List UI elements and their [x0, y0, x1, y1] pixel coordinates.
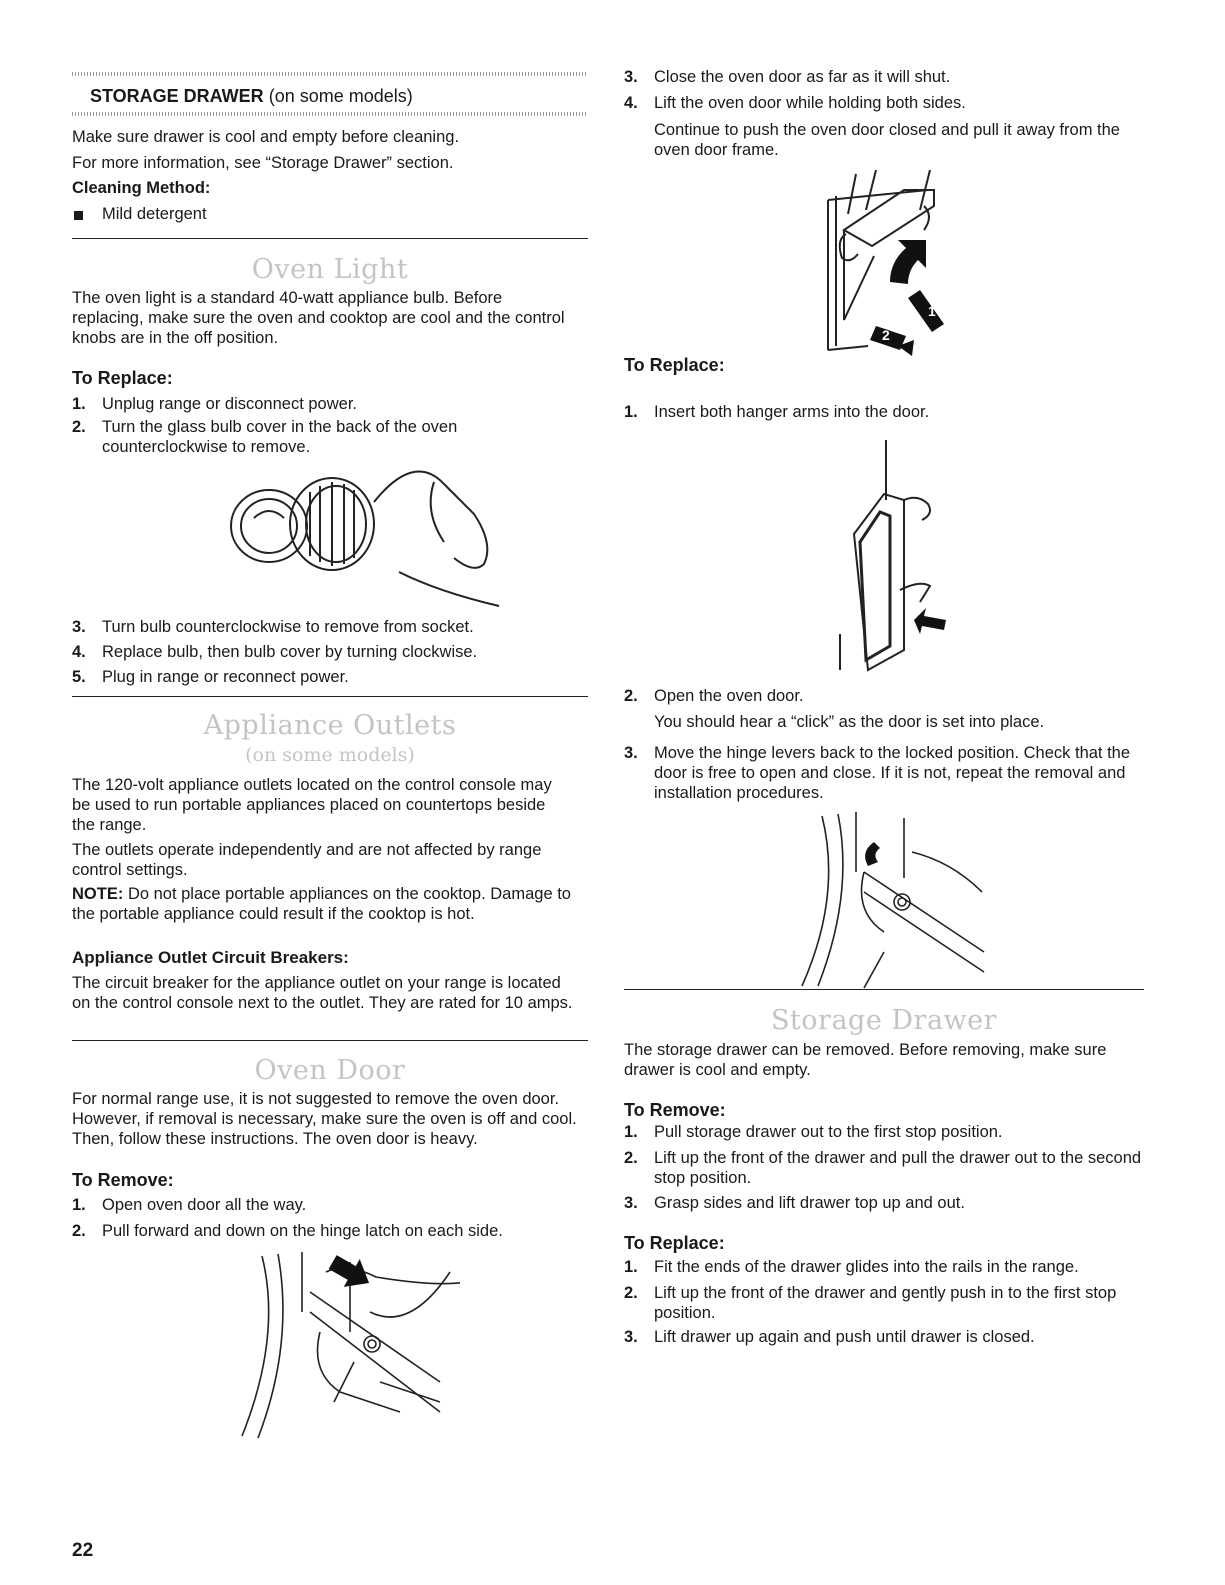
oven-light-title: Oven Light: [251, 254, 409, 285]
oven-door-intro: For normal range use, it is not suggested to remove the oven door. However, if removal is necessary, make sure the oven is off and cool. Then, follow these instructions. The oven door is heavy.: [72, 1090, 577, 1148]
step-number: 3.: [624, 1328, 638, 1346]
appliance-outlets-p1: The 120-volt appliance outlets located on the control console may be used to run portable appliances placed on countertops beside the range.: [72, 776, 552, 834]
step-number: 3.: [624, 1194, 638, 1212]
step-marker-2: 2: [882, 327, 890, 343]
step-number: 2.: [624, 687, 638, 705]
bullet-text: Mild detergent: [102, 205, 207, 223]
step-number: 4.: [72, 643, 86, 661]
storage-drawer-replace-step: [624, 1257, 1144, 1277]
oven-light-step: [72, 642, 572, 662]
storage-drawer-remove-step: [624, 1193, 1144, 1213]
oven-light-step: [72, 394, 572, 414]
storage-drawer-title: Storage Drawer: [770, 1005, 998, 1036]
step-text: Plug in range or reconnect power.: [102, 668, 349, 686]
hatched-rule-bottom: [72, 112, 588, 116]
step-number: 1.: [72, 395, 86, 413]
step-number: 1.: [624, 1258, 638, 1276]
step-text: Move the hinge levers back to the locked position. Check that the door is free to open and close. If it is not, repeat the removal and installation procedures.: [654, 744, 1131, 802]
oven-light-step: [72, 667, 572, 687]
step-text: Unplug range or disconnect power.: [102, 395, 357, 413]
oven-door-title: Oven Door: [254, 1055, 406, 1086]
oven-door-remove-continue: Continue to push the oven door closed and pull it away from the oven door frame.: [654, 121, 1120, 159]
step-number: 1.: [624, 1123, 638, 1141]
storage-drawer-replace-step: [624, 1327, 1144, 1347]
step-number: 1.: [72, 1196, 86, 1214]
bulb-cover-illustration: [224, 462, 514, 610]
step-text: Close the oven door as far as it will shut.: [654, 68, 951, 86]
section-divider: [72, 696, 588, 697]
bullet-square-icon: [74, 211, 83, 220]
storage-drawer-replace-heading: To Replace:: [624, 1233, 725, 1253]
oven-door-remove-step: [624, 67, 1144, 87]
arrow-icon: [890, 240, 926, 284]
oven-door-remove-heading: To Remove:: [72, 1170, 174, 1190]
arrow-icon: [914, 608, 946, 634]
hanger-arms-illustration: [830, 434, 950, 674]
step-number: 2.: [72, 418, 86, 436]
oven-door-remove-step: [72, 1221, 572, 1241]
hinge-lock-illustration: [794, 812, 1004, 990]
oven-door-remove-step: [72, 1195, 572, 1215]
lift-door-illustration: [820, 170, 960, 360]
step-number: 3.: [624, 68, 638, 86]
storage-drawer-replace-step: [624, 1283, 1144, 1323]
step-text: Fit the ends of the drawer glides into the rails in the range.: [654, 1258, 1079, 1276]
oven-door-replace-step: [624, 686, 1144, 706]
oven-door-remove-step: [624, 93, 1144, 113]
step-text: Open the oven door.: [654, 687, 804, 705]
note-label: NOTE:: [72, 885, 124, 903]
step-number: 4.: [624, 94, 638, 112]
step-text: Lift the oven door while holding both sides.: [654, 94, 966, 112]
appliance-outlets-note: [72, 884, 582, 924]
step-text: Replace bulb, then bulb cover by turning clockwise.: [102, 643, 478, 661]
step-text: Lift up the front of the drawer and gently push in to the first stop position.: [654, 1284, 1117, 1322]
oven-light-step: [72, 417, 512, 457]
appliance-outlets-subtitle: (on some models): [245, 744, 415, 766]
oven-door-replace-step2-note: You should hear a “click” as the door is set into place.: [654, 713, 1045, 731]
cleaning-note-1: Make sure drawer is cool and empty before cleaning.: [72, 128, 460, 146]
breakers-text: The circuit breaker for the appliance outlet on your range is located on the control console next to the outlet. They are rated for 10 amps.: [72, 974, 573, 1012]
note-text: Do not place portable appliances on the cooktop. Damage to the portable appliance could result if the cooktop is hot.: [72, 885, 571, 923]
step-text: Pull forward and down on the hinge latch on each side.: [102, 1222, 503, 1240]
cleaning-note-2: For more information, see “Storage Drawer” section.: [72, 154, 454, 172]
step-number: 3.: [72, 618, 86, 636]
step-marker-1: 1: [928, 303, 936, 319]
step-number: 3.: [624, 744, 638, 762]
oven-light-step: [72, 617, 572, 637]
oven-light-replace-heading: To Replace:: [72, 368, 173, 388]
step-text: Lift drawer up again and push until drawer is closed.: [654, 1328, 1035, 1346]
step-text: Turn the glass bulb cover in the back of the oven counterclockwise to remove.: [102, 418, 458, 456]
hatched-rule-top: [72, 72, 588, 76]
storage-drawer-remove-heading: To Remove:: [624, 1100, 726, 1120]
step-number: 2.: [624, 1149, 638, 1167]
step-text: Open oven door all the way.: [102, 1196, 307, 1214]
step-text: Grasp sides and lift drawer top up and out.: [654, 1194, 965, 1212]
step-text: Turn bulb counterclockwise to remove from socket.: [102, 618, 474, 636]
section-divider: [624, 989, 1144, 990]
storage-drawer-intro: The storage drawer can be removed. Before removing, make sure drawer is cool and empty.: [624, 1041, 1107, 1079]
page-number: 22: [72, 1540, 94, 1561]
oven-door-replace-step: [624, 402, 1144, 422]
section-divider: [72, 1040, 588, 1041]
hinge-latch-illustration: [230, 1252, 460, 1442]
storage-drawer-remove-step: [624, 1148, 1144, 1188]
storage-drawer-cleaning-heading: STORAGE DRAWER (on some models): [90, 86, 413, 106]
step-text: Lift up the front of the drawer and pull the drawer out to the second stop position.: [654, 1149, 1142, 1187]
step-text: Insert both hanger arms into the door.: [654, 403, 930, 421]
appliance-outlets-p2: The outlets operate independently and are not affected by range control settings.: [72, 841, 542, 879]
step-number: 1.: [624, 403, 638, 421]
step-number: 5.: [72, 668, 86, 686]
arrow-icon: [865, 842, 880, 866]
step-text: Pull storage drawer out to the first stop position.: [654, 1123, 1003, 1141]
oven-door-replace-heading: To Replace:: [624, 355, 725, 375]
breakers-heading: Appliance Outlet Circuit Breakers:: [72, 948, 349, 967]
cleaning-method-label: Cleaning Method:: [72, 179, 211, 197]
step-number: 2.: [624, 1284, 638, 1302]
step-number: 2.: [72, 1222, 86, 1240]
oven-door-replace-step: [624, 743, 1144, 803]
section-divider: [72, 238, 588, 239]
appliance-outlets-title: Appliance Outlets: [203, 710, 457, 741]
storage-drawer-remove-step: [624, 1122, 1144, 1142]
oven-light-intro: The oven light is a standard 40-watt appliance bulb. Before replacing, make sure the oven and cooktop are cool and the control knobs are in the off position.: [72, 289, 565, 347]
